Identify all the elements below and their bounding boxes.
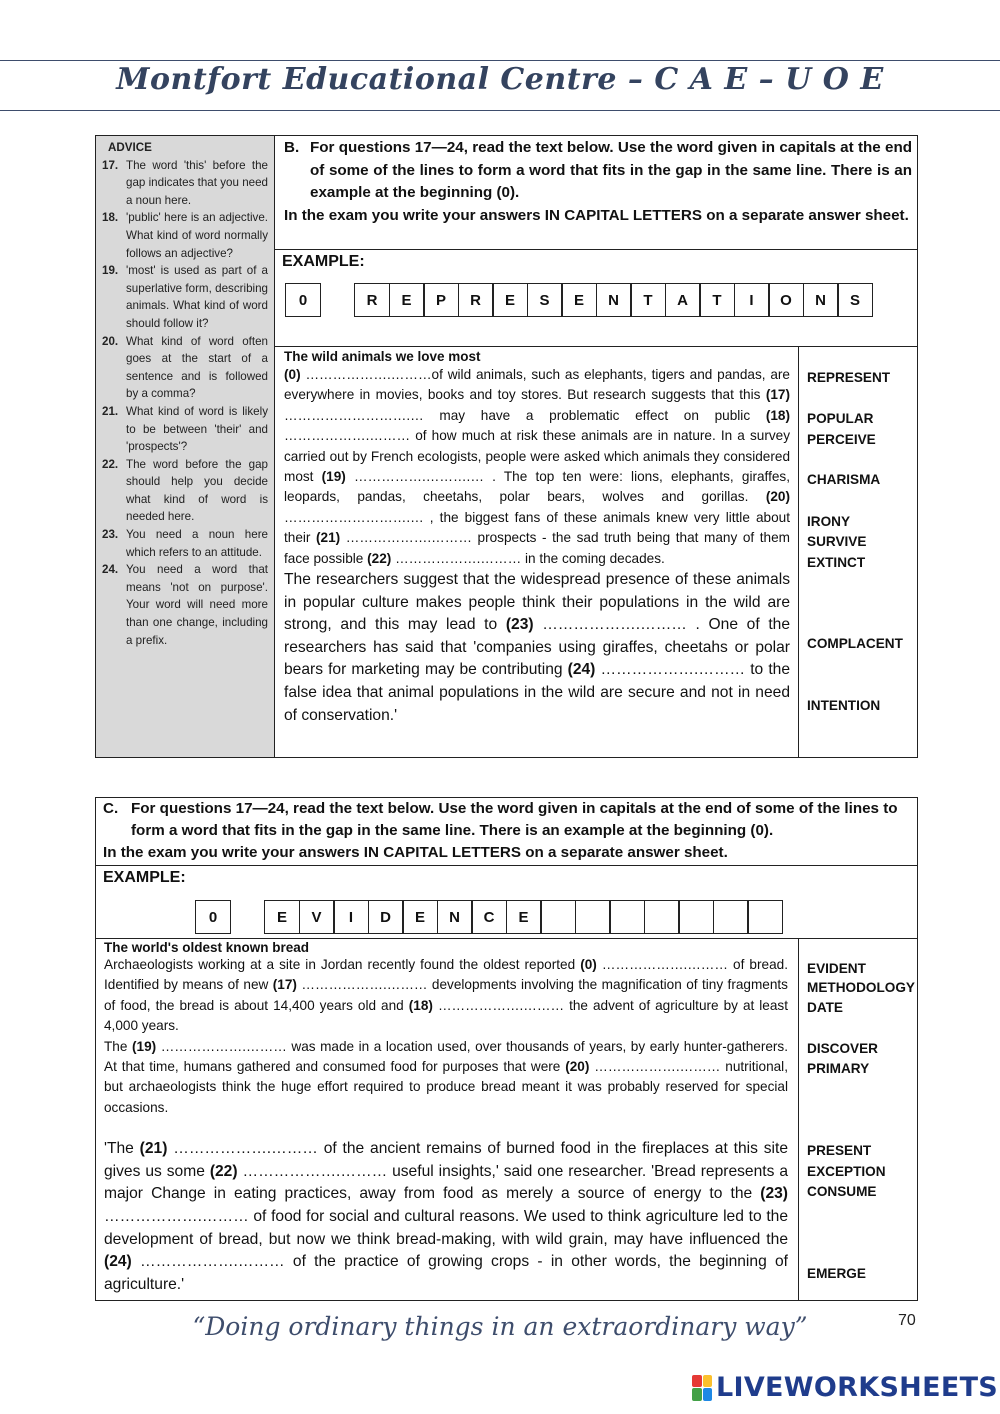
- example-letter-cell: V: [299, 900, 335, 934]
- advice-title: ADVICE: [108, 141, 152, 154]
- gap-21: (21): [316, 530, 341, 546]
- keyword-complacent: COMPLACENT: [807, 636, 903, 651]
- passage-text: ……………….……… useful insights,' said one researcher. 'Bread represents a major Change in eating practices, away from food as merely a source of energy to the: [104, 1162, 788, 1203]
- brand-name: LIVEWORKSHEETS: [716, 1372, 999, 1403]
- advice-item: [102, 157, 268, 210]
- section-c-instructions: [103, 798, 915, 864]
- passage-text: ……………….……… nutritional, but archaeologists think the huge effort required to produce bread meant it was probably reserved for special occasions.: [104, 1059, 788, 1115]
- gap-23: (23): [505, 616, 534, 634]
- example-letter-cell: E: [264, 900, 300, 934]
- advice-text: You need a word that means 'not on purpose'. Your word will need more than one change, including a prefix.: [126, 563, 268, 647]
- gap-0: (0): [580, 957, 597, 972]
- advice-text: 'most' is used as part of a superlative form, describing animals. What kind of word should follow it?: [126, 264, 268, 330]
- passage-title: The world's oldest known bread: [104, 940, 309, 955]
- passage-paragraph-3: [104, 1138, 788, 1296]
- advice-text: The word before the gap should help you decide what kind of word is needed here.: [126, 457, 268, 524]
- section-b-passage: [284, 349, 790, 727]
- advice-text: You need a noun here which refers to an attitude.: [126, 528, 268, 559]
- passage-paragraph-1: [284, 365, 790, 569]
- example-letter-cell: [575, 900, 611, 934]
- advice-number: 17.: [102, 158, 119, 172]
- example-letter-cell: E: [506, 900, 542, 934]
- gap-20: (20): [565, 1059, 590, 1075]
- example-letter-cell: E: [389, 283, 425, 317]
- section-b-example-num-box: [285, 283, 320, 317]
- example-letter-cell: [644, 900, 680, 934]
- passage-paragraph-2: [104, 1037, 788, 1119]
- header-rule-top: [0, 60, 1000, 61]
- logo-tile: [692, 1375, 702, 1388]
- example-letter-cell: R: [458, 283, 494, 317]
- divider: [95, 938, 918, 939]
- liveworksheets-brand[interactable]: [692, 1372, 998, 1403]
- passage-text: ……………….………of wild animals, such as elephants, tigers and pandas, are everywhere in movies, books and toy stores. But research suggests that this: [284, 367, 790, 403]
- logo-tile: [703, 1388, 713, 1401]
- example-letter-cell: N: [596, 283, 632, 317]
- passage-text: ……………….……… was made in a location used, over thousands of years, by early hunter-gatherers. At that time, humans gathered and consumed food for purposes that were: [104, 1038, 789, 1075]
- keyword-perceive: PERCEIVE: [807, 432, 876, 447]
- section-b-instructions: [284, 137, 912, 227]
- advice-item: [102, 561, 268, 649]
- example-letter-cell: [678, 900, 714, 934]
- keyword-present: PRESENT: [807, 1143, 872, 1158]
- example-letter-cell: I: [734, 283, 770, 317]
- section-c-example-label: EXAMPLE:: [103, 869, 186, 886]
- example-number-cell: 0: [195, 900, 231, 934]
- section-b-example-letters: [354, 283, 872, 317]
- passage-text: The researchers suggest that the widespread presence of these animals in popular culture makes people think their populations in the wild are strong, and this may lead to: [284, 571, 790, 634]
- section-c-example-num-box: [195, 900, 230, 934]
- advice-list: [102, 157, 268, 650]
- gap-23: (23): [760, 1185, 788, 1203]
- advice-item: [102, 526, 268, 561]
- section-b-instruction-2: In the exam you write your answers IN CAPITAL LETTERS on a separate answer sheet.: [284, 206, 909, 224]
- example-letter-cell: T: [699, 283, 735, 317]
- example-letter-cell: I: [333, 900, 369, 934]
- advice-item: [102, 209, 268, 262]
- section-c-passage: [104, 940, 788, 1296]
- advice-item: [102, 456, 268, 526]
- passage-text: ……………….……… of how much at risk these animals are in nature. In a survey carried out by French ecologists, people were asked which animals they considered most: [284, 428, 790, 485]
- advice-number: 19.: [102, 264, 119, 278]
- keyword-date: DATE: [807, 1000, 843, 1015]
- gap-17: (17): [765, 387, 790, 403]
- keyword-popular: POPULAR: [807, 411, 874, 426]
- gap-20: (20): [765, 489, 790, 505]
- section-c-instruction: For questions 17—24, read the text below. Use the word given in capitals at the end of some of the lines to form a word that fits in the gap in the same line. There is an example at the beginning (0).: [131, 800, 898, 839]
- passage-text: ……………….……… of the ancient remains of burned food in the fireplaces at this site gives us some: [104, 1140, 788, 1180]
- gap-22: (22): [367, 550, 392, 566]
- section-b-label: B.: [284, 139, 300, 156]
- example-letter-cell: S: [527, 283, 563, 317]
- advice-number: 22.: [102, 457, 119, 471]
- example-letter-cell: S: [837, 283, 873, 317]
- advice-panel: [95, 135, 275, 758]
- passage-paragraph-2: [284, 569, 790, 727]
- advice-number: 18.: [102, 211, 119, 225]
- passage-text: ……………….……… developments involving the magnification of tiny fragments of food, the bread is about 14,400 years old and: [104, 977, 788, 1013]
- page-number: 70: [898, 1312, 916, 1329]
- keyword-methodology: METHODOLOGY: [807, 980, 915, 995]
- passage-text: ……………………….… , the biggest fans of these animals knew very little about their: [284, 509, 790, 546]
- keyword-exception: EXCEPTION: [807, 1164, 886, 1179]
- example-letter-cell: R: [354, 283, 390, 317]
- divider: [275, 346, 918, 347]
- example-letter-cell: T: [630, 283, 666, 317]
- gap-24: (24): [104, 1253, 132, 1271]
- passage-paragraph-1: [104, 955, 788, 1037]
- gap-18: (18): [765, 407, 790, 423]
- keyword-column-divider: [798, 346, 799, 758]
- passage-text: 'The: [104, 1140, 140, 1158]
- section-c-instruction-2: In the exam you write your answers IN CAPITAL LETTERS on a separate answer sheet.: [103, 844, 728, 861]
- keyword-column-divider: [798, 938, 799, 1301]
- example-letter-cell: A: [665, 283, 701, 317]
- section-b-example-label: EXAMPLE:: [282, 253, 365, 270]
- gap-18: (18): [408, 997, 433, 1013]
- passage-text: Archaeologists working at a site in Jordan recently found the oldest reported: [104, 957, 581, 972]
- keyword-irony: IRONY: [807, 514, 851, 529]
- example-letter-cell: [747, 900, 783, 934]
- keyword-consume: CONSUME: [807, 1184, 877, 1199]
- example-letter-cell: O: [768, 283, 804, 317]
- section-b-instruction: For questions 17—24, read the text below. Use the word given in capitals at the end of some of the lines to form a word that fits in the gap in the same line. There is an example at the beginning (0).: [310, 139, 912, 201]
- keyword-represent: REPRESENT: [807, 370, 891, 385]
- keyword-extinct: EXTINCT: [807, 555, 866, 570]
- advice-text: What kind of word often goes at the start of a sentence and is followed by a comma?: [126, 334, 268, 401]
- page-title: Montfort Educational Centre – C A E – U O E: [116, 62, 884, 97]
- advice-number: 24.: [102, 563, 119, 577]
- example-letter-cell: N: [803, 283, 839, 317]
- keyword-evident: EVIDENT: [807, 961, 866, 976]
- gap-21: (21): [139, 1140, 168, 1158]
- section-c-label: C.: [103, 800, 119, 817]
- example-letter-cell: E: [402, 900, 438, 934]
- passage-text: ……………….……… of food for social and cultural reasons. We used to think agriculture led to the development of bread, but now we think bread-making, with wild grain, may have influenced the: [104, 1208, 788, 1248]
- passage-text: ……………………….… may have a problematic effect on public: [284, 407, 766, 423]
- section-c-example-letters: [264, 900, 782, 934]
- advice-number: 23.: [102, 528, 119, 542]
- gap-19: (19): [131, 1038, 157, 1054]
- keyword-primary: PRIMARY: [807, 1061, 870, 1076]
- gap-0: (0): [284, 367, 301, 382]
- passage-text: ……………….……… of bread. Identified by means of new: [104, 957, 788, 993]
- keyword-intention: INTENTION: [807, 698, 881, 713]
- keyword-emerge: EMERGE: [807, 1266, 866, 1281]
- gap-24: (24): [567, 661, 596, 679]
- example-number-cell: 0: [285, 283, 321, 317]
- header-rule-bottom: [0, 110, 1000, 111]
- advice-text: 'public' here is an adjective. What kind of word normally follows an adjective?: [126, 211, 268, 260]
- gap-17: (17): [272, 977, 297, 993]
- keyword-survive: SURVIVE: [807, 534, 867, 549]
- logo-tile: [692, 1388, 702, 1401]
- example-letter-cell: [540, 900, 576, 934]
- passage-text: ……………….……… prospects - the sad truth being that many of them face possible: [284, 530, 790, 566]
- keyword-discover: DISCOVER: [807, 1041, 879, 1056]
- example-letter-cell: E: [492, 283, 528, 317]
- divider: [95, 865, 918, 866]
- example-letter-cell: [609, 900, 645, 934]
- footer-quote: “Doing ordinary things in an extraordinary way”: [192, 1312, 808, 1341]
- example-letter-cell: E: [561, 283, 597, 317]
- keyword-charisma: CHARISMA: [807, 472, 881, 487]
- example-letter-cell: P: [423, 283, 459, 317]
- passage-text: ……………….……… of the practice of growing crops - in other words, the beginning of agriculture.': [104, 1253, 788, 1293]
- divider: [275, 249, 918, 250]
- advice-text: The word 'this' before the gap indicates that you need a noun here.: [126, 158, 268, 207]
- passage-text: ……………….……… in the coming decades.: [391, 550, 665, 566]
- example-letter-cell: D: [368, 900, 404, 934]
- passage-text: …………….……….… . The top ten were: lions, elephants, giraffes, leopards, pandas, cheetahs, polar bears, wolves and gorillas.: [284, 469, 790, 505]
- advice-text: What kind of word is likely to be between 'their' and 'prospects'?: [126, 404, 268, 454]
- advice-number: 20.: [102, 334, 119, 348]
- passage-text: ……………….……… . One of the researchers has said that 'companies using giraffes, cheetahs or polar bears for marketing may be contributing: [284, 616, 790, 679]
- advice-number: 21.: [102, 404, 119, 418]
- example-letter-cell: N: [437, 900, 473, 934]
- passage-title: The wild animals we love most: [284, 349, 481, 364]
- example-letter-cell: C: [471, 900, 507, 934]
- passage-text: ……………….……… the advent of agriculture by at least 4,000 years.: [104, 997, 789, 1034]
- gap-19: (19): [321, 469, 346, 485]
- liveworksheets-logo-icon: [692, 1375, 712, 1401]
- example-letter-cell: [713, 900, 749, 934]
- logo-tile: [703, 1375, 713, 1388]
- advice-item: [102, 262, 268, 332]
- advice-item: [102, 333, 268, 403]
- advice-item: [102, 403, 268, 456]
- gap-22: (22): [209, 1162, 238, 1180]
- passage-text: The: [104, 1038, 132, 1054]
- passage-text: ……………….……… to the false idea that animal populations in the wild are secure and not in need of conservation.': [284, 661, 791, 724]
